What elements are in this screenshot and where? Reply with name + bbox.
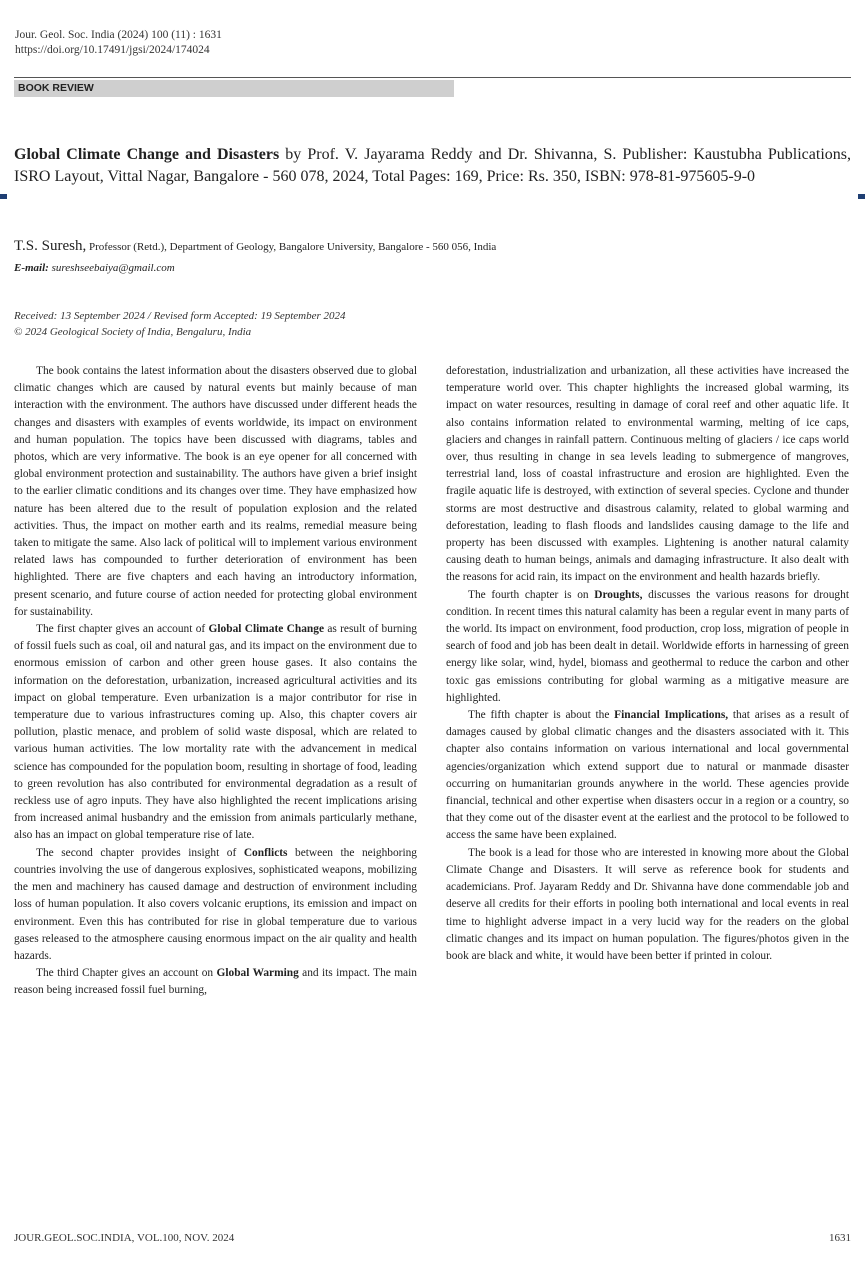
chapter4-heading: Droughts, <box>594 588 643 601</box>
body-paragraph-conclusion: The book is a lead for those who are interested in knowing more about the Global Climate Change and Disasters. It will serve as reference book for students and academicians. Prof. Jayaram Reddy and Dr. Shivanna have done commendable job and deserve all credits for their efforts in pooling both international and local events in real time to highlight adverse impact in a very lucid way for the readers on the global climatic changes and its impact on human population. The figures/photos given in the book are black and white, it would have been better if printed in colour. <box>446 846 849 962</box>
header-rule <box>14 77 851 78</box>
reviewer-email-line <box>14 261 175 276</box>
doi-link[interactable]: https://doi.org/10.17491/jgsi/2024/174024 <box>15 44 210 56</box>
left-edge-marker <box>0 194 7 199</box>
left-column <box>14 363 417 1000</box>
body-paragraph-chapter5: The fifth chapter is about the Financial Implications, that arises as a result of damages caused by global climatic changes and the disasters associated with it. This chapter also contains information on various international and local governmental agencies/organization which extend support due to natural or manmade disaster occurring on humanitarian grounds anywhere in the world. These agencies provide financial, technical and other expertise when disasters occur in a region or a country, so that they come out of the disaster event at the earliest and the protocol to be followed to access the same have been explained. <box>446 709 849 842</box>
chapter2-heading: Conflicts <box>243 846 288 859</box>
book-details: by Prof. V. Jayarama Reddy and Dr. Shivanna, S. Publisher: Kaustubha Publications, ISRO Layout, Vittal Nagar, Bangalore - 560 078, 2024, Total Pages: 169, Price: Rs. 350, ISBN: 978-81-975605-9-0 <box>14 146 851 185</box>
chapter3-heading: Global Warming <box>216 967 299 980</box>
reviewer-email[interactable]: sureshseebaiya@gmail.com <box>48 262 175 274</box>
journal-reference <box>15 28 222 58</box>
chapter5-heading: Financial Implications, <box>614 709 729 722</box>
chapter1-heading: Global Climate Change <box>208 623 324 636</box>
email-label: E-mail: <box>14 262 49 274</box>
body-paragraph-chapter3-continued: deforestation, industrialization and urbanization, all these activities have increased the temperature world over. This chapter highlights the increased global warming, its impact on water resources, resulting in damage of coral reef and other aquatic life. It also contains information related to environmental warming, melting of ice caps, glaciers and changes in rainfall pattern. Continuous melting of glaciers / ice caps world over, thus resulting in change in sea levels leading to submergence of mangroves, terrestrial land, loss of coastal infrastructure and erosion are highlighted. Even the fragile aquatic life is destroyed, with extinction of several species. Cyclone and thunder storms are most destructive and disastrous calamity, related to global warming and deforestation, leading to flash floods and landslides causing damage to the life and property has been discussed with examples. Lightening is another natural calamity causing death to human beings, animals and damaging infrastructure. It also dealt with the reasons for acid rain, its impact on the environment and health hazards briefly. <box>446 365 849 584</box>
footer-journal: JOUR.GEOL.SOC.INDIA, VOL.100, NOV. 2024 <box>14 1232 235 1244</box>
received-dates: Received: 13 September 2024 / Revised form Accepted: 19 September 2024 <box>14 310 346 322</box>
copyright-line: © 2024 Geological Society of India, Bengaluru, India <box>14 326 252 338</box>
page-number: 1631 <box>829 1232 851 1244</box>
reviewer-affiliation: Professor (Retd.), Department of Geology, Bangalore University, Bangalore - 560 056, India <box>86 241 497 253</box>
right-edge-marker <box>858 194 865 199</box>
book-citation <box>14 144 851 188</box>
body-paragraph-chapter2: The second chapter provides insight of Conflicts between the neighboring countries involving the use of dangerous explosives, sophisticated weapons, mobilizing the men and machinery has caused damage and destruction of environment including loss of human population. It also covers volcanic eruptions, its emission and impact on environment. Even this has contributed for rise in global temperature due to various gases released to the atmosphere causing enormous impact on the air quality and health hazards. <box>14 846 418 962</box>
reviewer-name: T.S. Suresh, <box>14 238 87 254</box>
article-dates <box>14 308 346 340</box>
section-label: BOOK REVIEW <box>14 80 454 97</box>
right-column <box>446 363 849 965</box>
journal-citation: Jour. Geol. Soc. India (2024) 100 (11) : 1631 <box>15 29 222 41</box>
body-paragraph-intro: The book contains the latest information about the disasters observed due to global climatic changes which are caused by natural events but mainly because of man interaction with the environment. The authors have discussed under different heads the changes and disasters with examples of events worldwide, its impact on environment and human population. The topics have been discussed with diagrams, tables and photos, which are very informative. The book is an eye opener for all concerned with global environment protection and sustainability. The authors have given a brief insight to the earlier climatic conditions and its changes over time. They have emphasized how nature has been altered due to the result of population explosion and the related activities. Thus, the impact on mother earth and its realms, remedial measure being taken to mitigate the same. Also lack of political will to implement various environment related laws has compounded to further deterioration of environment has been highlighted. There are five chapters and each having an introductory information, present scenario, and future course of action needed for protecting global environment for sustainability. <box>14 365 417 618</box>
reviewer-line <box>14 236 851 257</box>
body-paragraph-chapter4: The fourth chapter is on Droughts, discusses the various reasons for drought condition. In recent times this natural calamity has been a regular event in many parts of the world. Its impact on environment, food production, crop loss, migration of people in search of food and job has been dealt in detail. Worldwide efforts in harnessing of green energy like solar, wind, hydel, biomass and geothermal to reduce the carbon and other toxic gas emissions contributing for global warming as a mitigative measure are highlighted. <box>446 588 849 704</box>
body-paragraph-chapter3: The third Chapter gives an account on Global Warming and its impact. The main reason being increased fossil fuel burning, <box>14 967 417 997</box>
book-title: Global Climate Change and Disasters <box>14 146 280 163</box>
body-paragraph-chapter1: The first chapter gives an account of Global Climate Change as result of burning of fossil fuels such as coal, oil and natural gas, and its impact on the environment due to enormous emission of carbon and other green house gases. It also contains the information on the deforestation, urbanization, increased agricultural activities and its impact on global temperature. Even urbanization is a major contributor for rise in temperature due to various infrastructures coming up. Also, this chapter covers air pollution, plastic menace, and problem of solid waste disposal, which are related to various human activities. The low mortality rate with the advancement in medical science has compounded for the population boom, resulting in shortage of food, leading to green revolution has also contributed for environmental degradation as a result of reckless use of agro inputs. They have also highlighted the recent implications arising from increased animal husbandry and the emission from animals particularly methane, also has an impact on global temperature rise of late. <box>14 623 417 842</box>
